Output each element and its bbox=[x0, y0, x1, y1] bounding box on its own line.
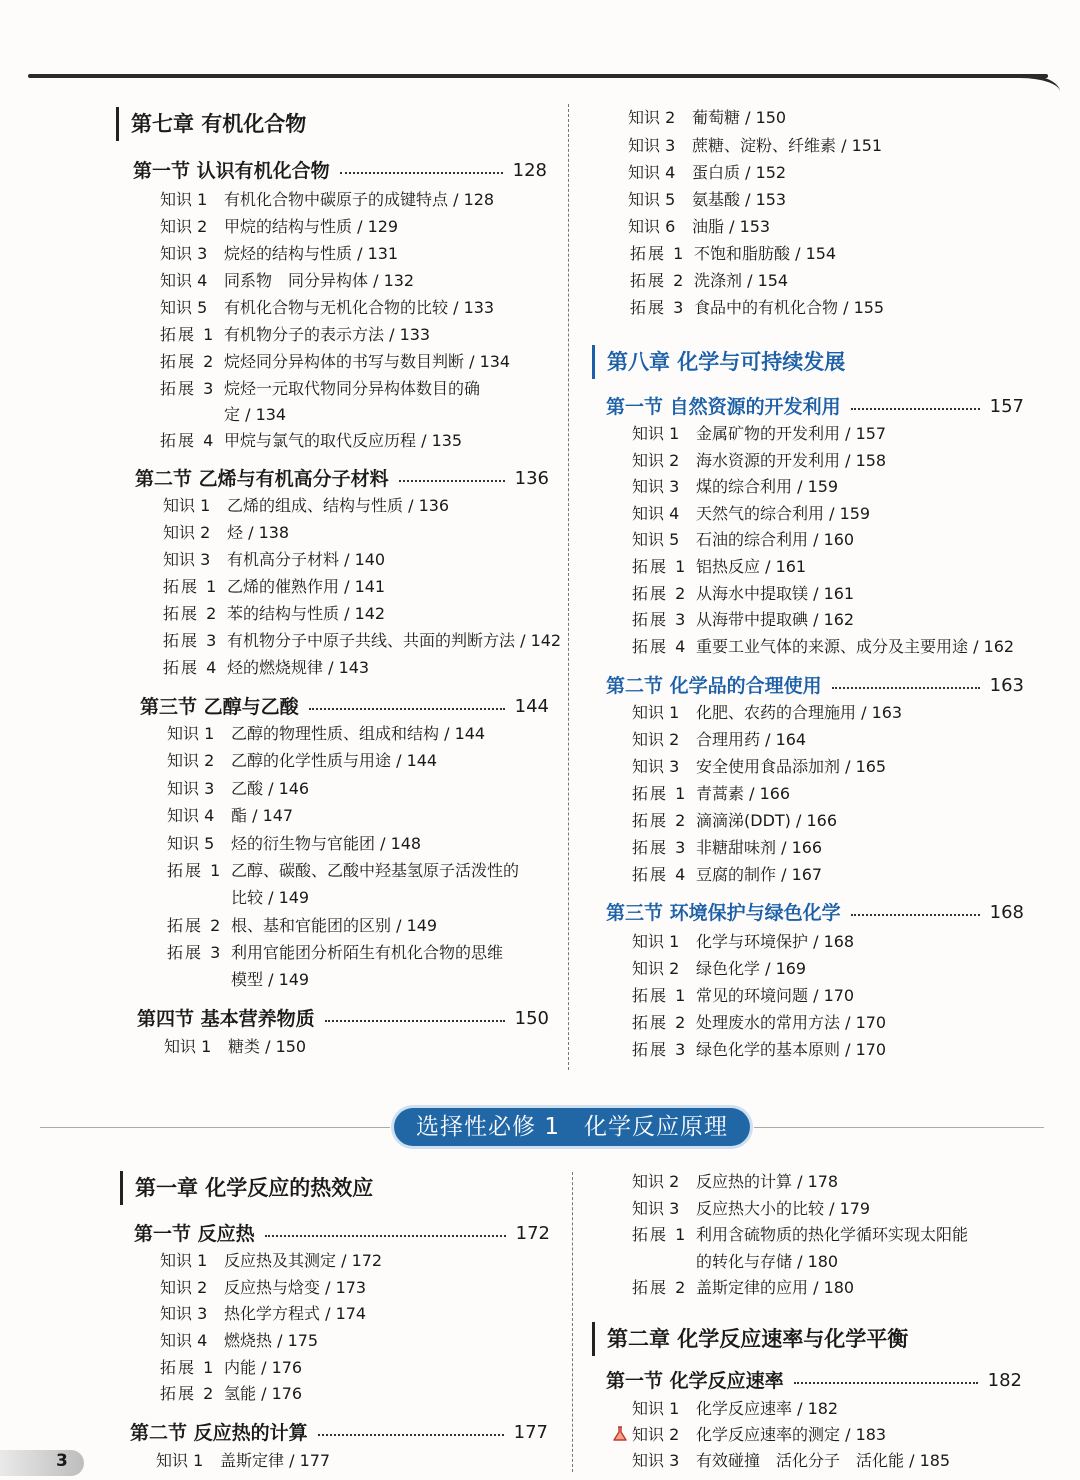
item-kind: 知识 3 bbox=[632, 1199, 680, 1218]
item-kind: 拓展 1 bbox=[632, 557, 688, 576]
item-kind: 知识 5 bbox=[628, 190, 676, 209]
list-item[interactable] bbox=[160, 1274, 366, 1301]
list-item[interactable] bbox=[160, 375, 480, 402]
item-text: 常见的环境问题 / 170 bbox=[696, 986, 855, 1005]
item-kind: 知识 1 bbox=[167, 724, 215, 743]
leader-dots bbox=[325, 1020, 505, 1022]
item-kind: 拓展 1 bbox=[160, 325, 216, 344]
item-kind: 知识 2 bbox=[163, 523, 211, 542]
list-item[interactable] bbox=[160, 1327, 318, 1354]
section-title: 第一节 认识有机化合物 bbox=[133, 160, 330, 182]
item-kind: 拓展 3 bbox=[163, 631, 219, 650]
list-item[interactable] bbox=[163, 573, 385, 600]
list-item[interactable] bbox=[167, 857, 519, 884]
chapter-7-title: 第七章 有机化合物 bbox=[116, 107, 306, 141]
item-kind: 知识 1 bbox=[160, 1251, 208, 1270]
list-item[interactable] bbox=[163, 600, 385, 627]
leader-dots bbox=[318, 1434, 504, 1436]
section-7-3[interactable] bbox=[140, 692, 549, 722]
item-text: 烃 / 138 bbox=[227, 523, 290, 542]
item-text: 食品中的有机化合物 / 155 bbox=[694, 298, 885, 317]
list-item[interactable] bbox=[630, 294, 884, 321]
list-item[interactable] bbox=[632, 955, 806, 982]
item-kind: 知识 6 bbox=[628, 217, 676, 236]
item-kind: 知识 2 bbox=[167, 751, 215, 770]
list-item[interactable] bbox=[632, 420, 886, 447]
list-item[interactable] bbox=[632, 1036, 886, 1063]
list-item[interactable] bbox=[632, 447, 886, 474]
section-page: 144 bbox=[514, 696, 549, 717]
section-title: 第三节 环境保护与绿色化学 bbox=[606, 902, 841, 924]
item-text: 洗涤剂 / 154 bbox=[694, 271, 789, 290]
section-page: 182 bbox=[987, 1370, 1022, 1391]
list-item[interactable] bbox=[160, 427, 462, 454]
list-item[interactable] bbox=[160, 321, 430, 348]
item-text: 从海水中提取镁 / 161 bbox=[696, 584, 855, 603]
list-item[interactable] bbox=[628, 213, 770, 240]
list-item[interactable] bbox=[160, 186, 494, 213]
item-text: 乙酸 / 146 bbox=[231, 779, 310, 798]
list-item[interactable] bbox=[160, 1380, 302, 1407]
item-kind: 知识 5 bbox=[167, 834, 215, 853]
list-item[interactable] bbox=[628, 186, 786, 213]
item-kind: 知识 2 bbox=[632, 1425, 680, 1444]
item-kind: 知识 1 bbox=[163, 496, 211, 515]
leader-dots bbox=[851, 408, 980, 410]
section-page: 172 bbox=[515, 1223, 550, 1244]
section-b1-2[interactable] bbox=[130, 1418, 548, 1448]
item-text: 有机物分子的表示方法 / 133 bbox=[224, 325, 431, 344]
item-text: 烷烃同分异构体的书写与数目判断 / 134 bbox=[224, 352, 511, 371]
item-text: 乙烯的组成、结构与性质 / 136 bbox=[227, 496, 450, 515]
item-kind: 知识 2 bbox=[160, 217, 208, 236]
book-band-title: 选择性必修 1 化学反应原理 bbox=[394, 1108, 750, 1146]
item-kind: 知识 4 bbox=[160, 271, 208, 290]
list-item[interactable] bbox=[167, 747, 437, 774]
list-item[interactable] bbox=[167, 775, 309, 802]
item-kind: 拓展 1 bbox=[632, 986, 688, 1005]
list-item[interactable] bbox=[160, 348, 510, 375]
list-item[interactable] bbox=[160, 213, 398, 240]
list-item[interactable] bbox=[163, 654, 369, 681]
list-item[interactable] bbox=[632, 1168, 838, 1195]
item-kind: 知识 4 bbox=[628, 163, 676, 182]
section-8-3[interactable] bbox=[606, 898, 1024, 928]
item-text: 海水资源的开发利用 / 158 bbox=[696, 451, 887, 470]
list-item[interactable] bbox=[632, 726, 806, 753]
list-item[interactable] bbox=[160, 1247, 382, 1274]
list-item[interactable] bbox=[632, 1395, 838, 1422]
item-kind: 拓展 1 bbox=[167, 861, 223, 880]
list-item[interactable] bbox=[628, 132, 882, 159]
list-item[interactable] bbox=[160, 267, 414, 294]
flask-icon bbox=[612, 1426, 628, 1442]
list-item[interactable] bbox=[632, 982, 854, 1009]
item-kind: 知识 3 bbox=[632, 477, 680, 496]
item-kind: 知识 5 bbox=[632, 530, 680, 549]
item-text: 燃烧热 / 175 bbox=[224, 1331, 319, 1350]
item-text: 乙醇的化学性质与用途 / 144 bbox=[231, 751, 438, 770]
item-kind: 拓展 2 bbox=[632, 584, 688, 603]
section-title: 第一节 自然资源的开发利用 bbox=[606, 396, 841, 418]
item-text: 糖类 / 150 bbox=[228, 1037, 307, 1056]
chapter-b2-title: 第二章 化学反应速率与化学平衡 bbox=[592, 1322, 908, 1356]
list-item[interactable] bbox=[167, 939, 503, 966]
item-kind: 拓展 3 bbox=[632, 838, 688, 857]
list-item[interactable] bbox=[632, 699, 902, 726]
list-item[interactable] bbox=[632, 834, 822, 861]
list-item[interactable] bbox=[164, 1033, 306, 1060]
list-item[interactable] bbox=[167, 912, 437, 939]
item-text: 反应热的计算 / 178 bbox=[696, 1172, 839, 1191]
item-kind: 拓展 2 bbox=[632, 1278, 688, 1297]
list-item[interactable] bbox=[632, 1221, 968, 1248]
column-divider-upper bbox=[568, 104, 569, 1070]
section-b2-1[interactable] bbox=[606, 1366, 1022, 1396]
item-text: 反应热及其测定 / 172 bbox=[224, 1251, 383, 1270]
item-kind: 拓展 1 bbox=[160, 1358, 216, 1377]
item-text: 酯 / 147 bbox=[231, 806, 294, 825]
item-kind: 拓展 3 bbox=[632, 610, 688, 629]
item-text: 绿色化学 / 169 bbox=[696, 959, 807, 978]
item-kind: 知识 4 bbox=[160, 1331, 208, 1350]
item-text: 天然气的综合利用 / 159 bbox=[696, 504, 871, 523]
item-text: 反应热与焓变 / 173 bbox=[224, 1278, 367, 1297]
item-text: 有机化合物中碳原子的成键特点 / 128 bbox=[224, 190, 495, 209]
item-kind: 知识 1 bbox=[632, 932, 680, 951]
list-item[interactable] bbox=[167, 720, 485, 747]
section-7-4[interactable] bbox=[137, 1004, 549, 1034]
item-text: 绿色化学的基本原则 / 170 bbox=[696, 1040, 887, 1059]
list-item[interactable] bbox=[160, 294, 494, 321]
item-text: 烃的燃烧规律 / 143 bbox=[227, 658, 370, 677]
section-page: 163 bbox=[989, 675, 1024, 696]
item-text: 乙醇、碳酸、乙酸中羟基氢原子活泼性的 bbox=[231, 861, 520, 880]
item-text: 烷烃一元取代物同分异构体数目的确 bbox=[224, 379, 481, 398]
item-text: 乙醇的物理性质、组成和结构 / 144 bbox=[231, 724, 486, 743]
item-text: 热化学方程式 / 174 bbox=[224, 1304, 367, 1323]
section-page: 150 bbox=[514, 1008, 549, 1029]
item-kind: 知识 2 bbox=[632, 959, 680, 978]
item-kind: 知识 3 bbox=[632, 1451, 680, 1470]
section-title: 第四节 基本营养物质 bbox=[137, 1008, 315, 1030]
item-text: 青蒿素 / 166 bbox=[696, 784, 791, 803]
item-text: 甲烷的结构与性质 / 129 bbox=[224, 217, 399, 236]
item-text: 利用官能团分析陌生有机化合物的思维 bbox=[231, 943, 504, 962]
item-kind: 知识 1 bbox=[632, 703, 680, 722]
list-item[interactable] bbox=[167, 830, 421, 857]
item-kind: 拓展 4 bbox=[632, 865, 688, 884]
list-item[interactable] bbox=[632, 807, 837, 834]
item-kind: 知识 3 bbox=[632, 757, 680, 776]
item-text: 化肥、农药的合理施用 / 163 bbox=[696, 703, 903, 722]
section-page: 136 bbox=[514, 468, 549, 489]
list-item-continued[interactable] bbox=[160, 401, 286, 428]
section-8-1[interactable] bbox=[606, 392, 1024, 422]
section-b1-1[interactable] bbox=[134, 1219, 550, 1249]
list-item[interactable] bbox=[160, 1354, 302, 1381]
leader-dots bbox=[832, 687, 980, 689]
section-8-2[interactable] bbox=[606, 671, 1024, 701]
list-item[interactable] bbox=[632, 1195, 870, 1222]
item-kind: 拓展 2 bbox=[160, 352, 216, 371]
item-kind: 知识 3 bbox=[167, 779, 215, 798]
item-text: 非糖甜味剂 / 166 bbox=[696, 838, 823, 857]
item-kind: 拓展 2 bbox=[632, 811, 688, 830]
item-kind: 拓展 2 bbox=[167, 916, 223, 935]
list-item[interactable] bbox=[163, 492, 449, 519]
page-number-tab bbox=[0, 1450, 84, 1476]
item-kind: 拓展 2 bbox=[630, 271, 686, 290]
item-kind: 拓展 1 bbox=[630, 244, 686, 263]
item-kind: 知识 2 bbox=[632, 1172, 680, 1191]
section-title: 第二节 乙烯与有机高分子材料 bbox=[135, 468, 389, 490]
list-item[interactable] bbox=[632, 473, 838, 500]
section-page: 168 bbox=[989, 902, 1024, 923]
item-kind: 知识 4 bbox=[167, 806, 215, 825]
item-text: 化学反应速率 / 182 bbox=[696, 1399, 839, 1418]
item-kind: 知识 4 bbox=[632, 504, 680, 523]
item-text: 盖斯定律 / 177 bbox=[220, 1451, 331, 1470]
item-text: 根、基和官能团的区别 / 149 bbox=[231, 916, 438, 935]
section-title: 第二节 化学品的合理使用 bbox=[606, 675, 822, 697]
band-line-right bbox=[754, 1127, 1044, 1128]
list-item-continued[interactable] bbox=[167, 884, 309, 911]
item-kind: 知识 5 bbox=[160, 298, 208, 317]
list-item[interactable] bbox=[632, 1009, 886, 1036]
section-page: 128 bbox=[512, 160, 547, 181]
item-kind: 知识 3 bbox=[160, 244, 208, 263]
list-item[interactable] bbox=[632, 1274, 854, 1301]
list-item[interactable] bbox=[156, 1447, 330, 1474]
item-kind: 知识 2 bbox=[628, 108, 676, 127]
item-text: 豆腐的制作 / 167 bbox=[696, 865, 823, 884]
item-text: 蔗糖、淀粉、纤维素 / 151 bbox=[692, 136, 883, 155]
list-item[interactable] bbox=[632, 633, 1014, 660]
item-text: 有机高分子材料 / 140 bbox=[227, 550, 386, 569]
item-text: 金属矿物的开发利用 / 157 bbox=[696, 424, 887, 443]
section-page: 177 bbox=[513, 1422, 548, 1443]
item-text: 油脂 / 153 bbox=[692, 217, 771, 236]
section-title: 第一节 反应热 bbox=[134, 1223, 255, 1245]
list-item[interactable] bbox=[160, 1300, 366, 1327]
leader-dots bbox=[851, 914, 980, 916]
item-text: 蛋白质 / 152 bbox=[692, 163, 787, 182]
item-text: 不饱和脂肪酸 / 154 bbox=[694, 244, 837, 263]
list-item[interactable] bbox=[632, 780, 790, 807]
item-text: 化学与环境保护 / 168 bbox=[696, 932, 855, 951]
leader-dots bbox=[340, 172, 503, 174]
item-text: 烷烃的结构与性质 / 131 bbox=[224, 244, 399, 263]
item-text: 氢能 / 176 bbox=[224, 1384, 303, 1403]
leader-dots bbox=[399, 480, 505, 482]
page-number: 3 bbox=[56, 1451, 68, 1471]
item-kind: 拓展 2 bbox=[163, 604, 219, 623]
item-text: 烃的衍生物与官能团 / 148 bbox=[231, 834, 422, 853]
item-kind: 知识 2 bbox=[632, 730, 680, 749]
list-item[interactable] bbox=[632, 606, 854, 633]
item-kind: 拓展 4 bbox=[632, 637, 688, 656]
item-kind: 知识 1 bbox=[632, 424, 680, 443]
item-text: 盖斯定律的应用 / 180 bbox=[696, 1278, 855, 1297]
item-text: 的转化与存储 / 180 bbox=[696, 1252, 839, 1271]
item-kind: 拓展 1 bbox=[632, 784, 688, 803]
item-kind: 拓展 3 bbox=[632, 1040, 688, 1059]
list-item[interactable] bbox=[632, 553, 806, 580]
item-kind: 拓展 2 bbox=[632, 1013, 688, 1032]
item-text: 反应热大小的比较 / 179 bbox=[696, 1199, 871, 1218]
list-item[interactable] bbox=[632, 500, 870, 527]
item-text: 铝热反应 / 161 bbox=[696, 557, 807, 576]
item-text: 葡萄糖 / 150 bbox=[692, 108, 787, 127]
item-kind: 拓展 4 bbox=[163, 658, 219, 677]
item-text: 比较 / 149 bbox=[231, 888, 310, 907]
leader-dots bbox=[794, 1382, 978, 1384]
list-item-continued[interactable] bbox=[167, 966, 309, 993]
item-kind: 知识 3 bbox=[628, 136, 676, 155]
list-item[interactable] bbox=[632, 1421, 886, 1448]
item-text: 氨基酸 / 153 bbox=[692, 190, 787, 209]
leader-dots bbox=[265, 1235, 506, 1237]
item-kind: 拓展 1 bbox=[632, 1225, 688, 1244]
section-title: 第一节 化学反应速率 bbox=[606, 1370, 784, 1392]
item-text: 滴滴涕(DDT) / 166 bbox=[696, 811, 838, 830]
item-text: 有机化合物与无机化合物的比较 / 133 bbox=[224, 298, 495, 317]
item-kind: 知识 1 bbox=[632, 1399, 680, 1418]
item-text: 处理废水的常用方法 / 170 bbox=[696, 1013, 887, 1032]
leader-dots bbox=[309, 708, 505, 710]
list-item[interactable] bbox=[163, 546, 385, 573]
list-item-continued[interactable] bbox=[632, 1248, 838, 1275]
item-text: 甲烷与氯气的取代反应历程 / 135 bbox=[224, 431, 463, 450]
item-text: 模型 / 149 bbox=[231, 970, 310, 989]
item-text: 同系物 同分异构体 / 132 bbox=[224, 271, 415, 290]
item-text: 利用含硫物质的热化学循环实现太阳能 bbox=[696, 1225, 969, 1244]
item-kind: 知识 1 bbox=[160, 190, 208, 209]
item-kind: 知识 1 bbox=[156, 1451, 204, 1470]
list-item[interactable] bbox=[628, 159, 786, 186]
list-item[interactable] bbox=[167, 802, 293, 829]
item-kind: 拓展 3 bbox=[167, 943, 223, 962]
item-text: 煤的综合利用 / 159 bbox=[696, 477, 839, 496]
section-page: 157 bbox=[989, 396, 1024, 417]
column-divider-lower bbox=[572, 1172, 573, 1472]
chapter-b1-title: 第一章 化学反应的热效应 bbox=[120, 1171, 373, 1205]
item-kind: 知识 3 bbox=[163, 550, 211, 569]
item-text: 内能 / 176 bbox=[224, 1358, 303, 1377]
item-kind: 拓展 2 bbox=[160, 1384, 216, 1403]
list-item[interactable] bbox=[628, 104, 786, 131]
item-text: 合理用药 / 164 bbox=[696, 730, 807, 749]
item-text: 从海带中提取碘 / 162 bbox=[696, 610, 855, 629]
item-text: 安全使用食品添加剂 / 165 bbox=[696, 757, 887, 776]
section-7-2[interactable] bbox=[135, 464, 549, 494]
item-text: 化学反应速率的测定 / 183 bbox=[696, 1425, 887, 1444]
list-item[interactable] bbox=[632, 1447, 950, 1474]
list-item[interactable] bbox=[632, 753, 886, 780]
list-item[interactable] bbox=[160, 240, 398, 267]
item-text: 石油的综合利用 / 160 bbox=[696, 530, 855, 549]
section-7-1[interactable] bbox=[133, 156, 547, 186]
item-kind: 拓展 3 bbox=[160, 379, 216, 398]
item-kind: 知识 2 bbox=[160, 1278, 208, 1297]
section-title: 第三节 乙醇与乙酸 bbox=[140, 696, 299, 718]
item-kind: 拓展 1 bbox=[163, 577, 219, 596]
item-kind: 拓展 3 bbox=[630, 298, 686, 317]
chapter-8-title: 第八章 化学与可持续发展 bbox=[592, 345, 845, 379]
item-text: 重要工业气体的来源、成分及主要用途 / 162 bbox=[696, 637, 1015, 656]
list-item[interactable] bbox=[163, 519, 289, 546]
section-title: 第二节 反应热的计算 bbox=[130, 1422, 308, 1444]
item-text: 苯的结构与性质 / 142 bbox=[227, 604, 386, 623]
item-kind: 知识 1 bbox=[164, 1037, 212, 1056]
list-item[interactable] bbox=[632, 526, 854, 553]
item-text: 定 / 134 bbox=[224, 405, 287, 424]
band-line-left bbox=[40, 1127, 390, 1128]
item-text: 有效碰撞 活化分子 活化能 / 185 bbox=[696, 1451, 951, 1470]
list-item[interactable] bbox=[632, 580, 854, 607]
list-item[interactable] bbox=[630, 240, 836, 267]
top-rule-curl bbox=[1000, 74, 1060, 98]
list-item[interactable] bbox=[630, 267, 788, 294]
list-item[interactable] bbox=[632, 928, 854, 955]
item-text: 有机物分子中原子共线、共面的判断方法 / 142 bbox=[227, 631, 562, 650]
top-rule bbox=[28, 74, 1048, 78]
item-text: 乙烯的催熟作用 / 141 bbox=[227, 577, 386, 596]
item-kind: 知识 3 bbox=[160, 1304, 208, 1323]
list-item[interactable] bbox=[632, 861, 822, 888]
item-kind: 拓展 4 bbox=[160, 431, 216, 450]
list-item[interactable] bbox=[163, 627, 561, 654]
item-kind: 知识 2 bbox=[632, 451, 680, 470]
